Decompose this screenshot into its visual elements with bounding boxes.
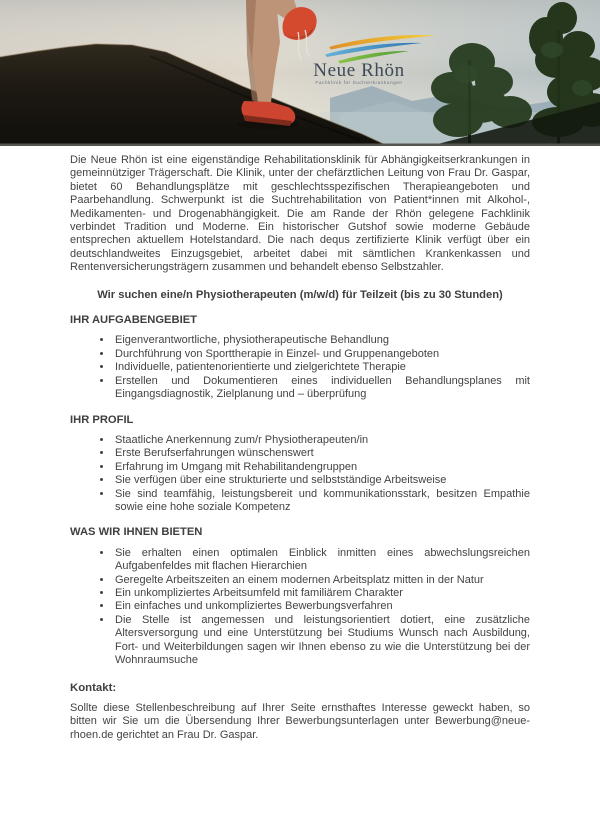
hero-photo <box>0 0 600 146</box>
list-item: • Staatliche Anerkennung zum/r Physiotherapeuten/in <box>113 434 530 447</box>
intro-paragraph: Die Neue Rhön ist eine eigenständige Rehabilitationsklinik für Abhängigkeitserkrankungen in gemeinnütziger Trägerschaft. Die Klinik, unter der chefärztlichen Leitung von Frau Dr. Gaspar, bietet 60 Behandlungsplätze mit geschlechtsspezifischen Therapieangeboten und Paarbehandlung. Schwerpunkt ist die Suchtrehabilitation von Patient*innen mit Alkohol-, Medikamenten- und Drogenabhängigkeit. Die am Rande der Rhön gelegene Fachklinik verbindet Tradition und Moderne. Ein historischer Gutshof sowie moderne Gebäude entsprechen aktuellem Hotelstandard. Die nach dequs zertifizierte Klinik verfügt über ein deutschlandweites Einzugsgebiet, arbeitet dabei mit sämtlichen Krankenkassen und Rentenversicherungsträgern zusammen und behandelt ebenso Selbstzahler. <box>70 154 530 274</box>
contact-heading: Kontakt: <box>70 682 117 695</box>
list-item: • Individuelle, patientenorientierte und zielgerichtete Therapie <box>113 361 530 374</box>
list-item: • Erstellen und Dokumentieren eines individuellen Behandlungsplanes mit Eingangsdiagnostik, Zielplanung und – überprüfung <box>113 375 530 402</box>
aufgabengebiet-list <box>70 334 530 401</box>
contact-email: Bewerbung@neue-rhoen.de <box>70 715 530 741</box>
logo-tagline: Fachklinik für Suchterkrankungen <box>315 80 403 85</box>
hero-bottom-edge <box>0 144 600 147</box>
list-item: • Die Stelle ist angemessen und leistungsorientiert dotiert, eine zusätzliche Altersversorgung und eine Unterstützung bei Studiums Wunsch nach Ausbildung, Fort- und Weiterbildungen sagen wir Ihnen ebenso zu wie die Unterstützung bei der Wohnraumsuche <box>113 614 530 668</box>
list-item: • Eigenverantwortliche, physiotherapeutische Behandlung <box>113 334 530 347</box>
position-title: Wir suchen eine/n Physiotherapeuten (m/w/d) für Teilzeit (bis zu 30 Stunden) <box>97 288 503 301</box>
list-item: • Sie verfügen über eine strukturierte und selbstständige Arbeitsweise <box>113 474 530 487</box>
contact-text-before: Sollte diese Stellenbeschreibung auf Ihrer Seite ernsthaftes Interesse geweckt haben, so bitten wir Sie um die Übersendung Ihrer Bewerbungsunterlagen unter <box>70 701 530 728</box>
list-item: • Ein einfaches und unkompliziertes Bewerbungsverfahren <box>113 600 530 613</box>
hero-photo-graphic <box>0 0 600 146</box>
document-body <box>0 146 600 742</box>
contact-paragraph <box>70 702 530 742</box>
list-item: • Ein unkompliziertes Arbeitsumfeld mit familiärem Charakter <box>113 587 530 600</box>
list-item: • Geregelte Arbeitszeiten an einem modernen Arbeitsplatz mitten in der Natur <box>113 574 530 587</box>
section-heading-bieten: WAS WIR IHNEN BIETEN <box>70 526 203 539</box>
list-item: • Erste Berufserfahrungen wünschenswert <box>113 447 530 460</box>
logo-title: Neue Rhön <box>313 60 405 81</box>
profil-list <box>70 434 530 514</box>
list-item: • Erfahrung im Umgang mit Rehabilitandengruppen <box>113 461 530 474</box>
contact-text-after: gerichtet an Frau Dr. Gaspar. <box>113 728 259 741</box>
section-heading-profil: IHR PROFIL <box>70 413 134 426</box>
section-heading-aufgabengebiet: IHR AUFGABENGEBIET <box>70 314 198 327</box>
list-item: • Sie erhalten einen optimalen Einblick inmitten eines abwechslungsreichen Aufgabenfeldes mit flachen Hierarchien <box>113 547 530 574</box>
list-item: • Durchführung von Sporttherapie in Einzel- und Gruppenangeboten <box>113 348 530 361</box>
list-item: • Sie sind teamfähig, leistungsbereit und kommunikationsstark, besitzen Empathie sowie eine hohe soziale Kompetenz <box>113 488 530 515</box>
bieten-list <box>70 547 530 668</box>
